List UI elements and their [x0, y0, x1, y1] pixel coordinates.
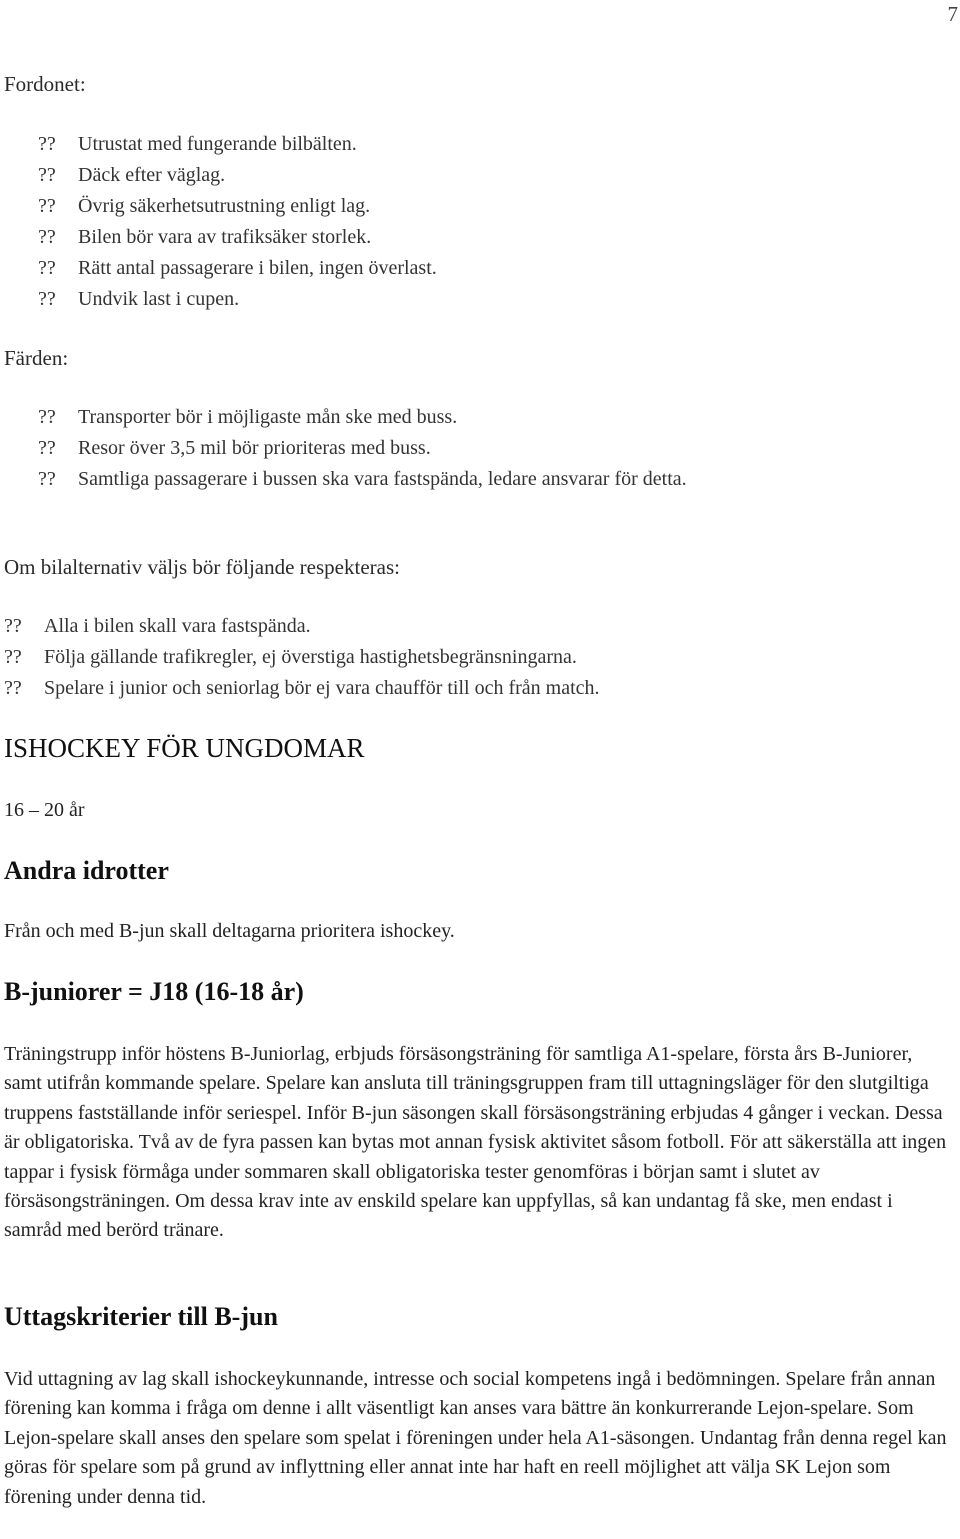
bullet-text: Alla i bilen skall vara fastspända. — [44, 615, 311, 637]
bullet-mark: ?? — [4, 646, 22, 668]
section-label-farden: Färden: — [4, 346, 69, 370]
bullet-text: Följa gällande trafikregler, ej överstiga hastighetsbegränsningarna. — [44, 646, 577, 668]
list-item — [4, 677, 600, 700]
bullet-mark: ?? — [38, 133, 56, 155]
list-item — [38, 288, 239, 311]
list-item — [38, 164, 225, 187]
list-item — [38, 257, 437, 280]
bullet-text: Däck efter väglag. — [78, 164, 226, 186]
list-item — [38, 226, 371, 249]
age-range: 16 – 20 år — [4, 799, 85, 821]
heading-b-juniorer: B-juniorer = J18 (16-18 år) — [4, 977, 304, 1006]
b-juniorer-paragraph: Träningstrupp inför höstens B-Juniorlag, erbjuds försäsongsträning för samtliga A1-spelare, första års B-Juniorer, samt utifrån kommande spelare. Spelare kan ansluta till träningsgruppen fram till uttagningsläger för den slutgiltiga truppens fastställande inför seriespel. Inför B-jun säsongen skall försäsongsträning erbjudas 4 gånger i veckan. Dessa är obligatoriska. Två av de fyra passen kan bytas mot annan fysisk aktivitet såsom fotboll. För att säkerställa att ingen tappar i fysisk förmåga under sommaren skall obligatoriska tester genomföras i början samt i slutet av försäsongsträningen. Om dessa krav inte av enskild spelare kan uppfyllas, så kan undantag få ske, men endast i samråd med berörd tränare. — [4, 1043, 947, 1242]
bullet-text: Undvik last i cupen. — [78, 288, 240, 310]
bullet-mark: ?? — [38, 468, 56, 490]
section-label-fordonet: Fordonet: — [4, 72, 86, 96]
uttagskriterier-paragraph: Vid uttagning av lag skall ishockeykunnande, intresse och social kompetens ingå i bedömningen. Spelare från annan förening kan komma i fråga om denne i allt väsentligt kan anses vara bättre än konkurrerande Lejon-spelare. Som Lejon-spelare skall anses den spelare som spelat i föreningen under hela A1-säsongen. Undantag från denna regel kan göras för spelare som på grund av inflyttning eller annat inte har haft en reell möjlighet att välja SK Lejon som förening under denna tid. — [4, 1368, 947, 1508]
andra-idrotter-text: Från och med B-jun skall deltagarna prioritera ishockey. — [4, 920, 455, 942]
bullet-text: Utrustat med fungerande bilbälten. — [78, 133, 357, 155]
bullet-text: Bilen bör vara av trafiksäker storlek. — [78, 226, 372, 248]
bullet-mark: ?? — [38, 406, 56, 428]
heading-ishockey-ungdomar: ISHOCKEY FÖR UNGDOMAR — [4, 733, 365, 763]
bullet-text: Övrig säkerhetsutrustning enligt lag. — [78, 195, 371, 217]
bullet-mark: ?? — [38, 437, 56, 459]
bullet-mark: ?? — [4, 615, 22, 637]
heading-uttagskriterier: Uttagskriterier till B-jun — [4, 1302, 278, 1331]
bullet-mark: ?? — [38, 288, 56, 310]
bullet-text: Rätt antal passagerare i bilen, ingen överlast. — [78, 257, 437, 279]
bullet-text: Samtliga passagerare i bussen ska vara fastspända, ledare ansvarar för detta. — [78, 468, 687, 490]
list-item — [4, 615, 311, 638]
bullet-text: Spelare i junior och seniorlag bör ej vara chaufför till och från match. — [44, 677, 600, 699]
heading-andra-idrotter: Andra idrotter — [4, 856, 169, 885]
bullet-mark: ?? — [38, 195, 56, 217]
bullet-mark: ?? — [38, 226, 56, 248]
list-item — [38, 437, 431, 460]
bullet-mark: ?? — [38, 257, 56, 279]
list-item — [38, 468, 687, 491]
bullet-text: Transporter bör i möjligaste mån ske med buss. — [78, 406, 458, 428]
page-number: 7 — [947, 2, 958, 26]
bullet-text: Resor över 3,5 mil bör prioriteras med buss. — [78, 437, 431, 459]
list-item — [38, 195, 370, 218]
list-item — [38, 406, 457, 429]
bullet-mark: ?? — [4, 677, 22, 699]
bullet-mark: ?? — [38, 164, 56, 186]
list-item — [38, 133, 357, 156]
section-label-bilalternativ: Om bilalternativ väljs bör följande respekteras: — [4, 555, 400, 579]
list-item — [4, 646, 577, 669]
